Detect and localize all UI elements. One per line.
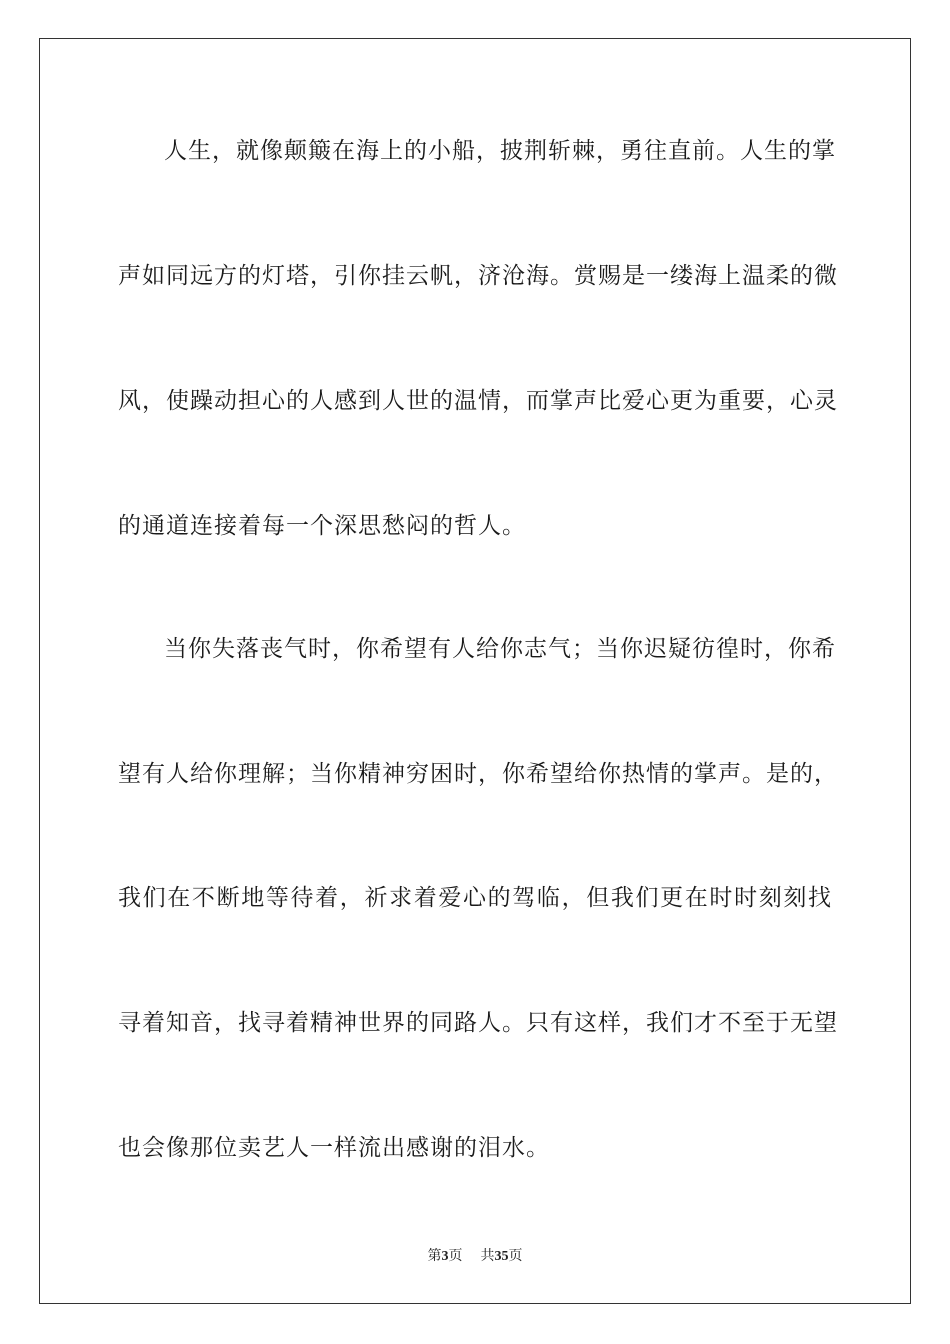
page-footer (0, 1246, 950, 1267)
paragraph-2-line-3: 我们在不断地等待着，祈求着爱心的驾临，但我们更在时时刻刻找 (118, 885, 832, 911)
paragraph-1-line-3: 风，使躁动担心的人感到人世的温情，而掌声比爱心更为重要，心灵 (118, 388, 838, 414)
paragraph-1-line-2: 声如同远方的灯塔，引你挂云帆，济沧海。赏赐是一缕海上温柔的微 (118, 263, 838, 289)
current-page-number: 3 (441, 1249, 449, 1264)
paragraph-2-line-4: 寻着知音，找寻着精神世界的同路人。只有这样，我们才不至于无望 (118, 1010, 838, 1036)
paragraph-1-line-1: 人生，就像颠簸在海上的小船，披荆斩棘，勇往直前。人生的掌 (164, 138, 836, 164)
total-prefix: 共 (480, 1248, 495, 1264)
paragraph-2-line-5: 也会像那位卖艺人一样流出感谢的泪水。 (118, 1135, 550, 1161)
total-page-count: 35 (494, 1249, 509, 1264)
total-suffix: 页 (508, 1248, 523, 1264)
paragraph-2-line-1: 当你失落丧气时，你希望有人给你志气；当你迟疑彷徨时，你希 (164, 636, 836, 662)
page-suffix: 页 (448, 1248, 463, 1264)
page-prefix: 第 (427, 1248, 442, 1264)
paragraph-2-line-2: 望有人给你理解；当你精神穷困时，你希望给你热情的掌声。是的， (118, 761, 838, 787)
paragraph-1-line-4: 的通道连接着每一个深思愁闷的哲人。 (118, 513, 526, 539)
page-border (39, 38, 911, 1304)
